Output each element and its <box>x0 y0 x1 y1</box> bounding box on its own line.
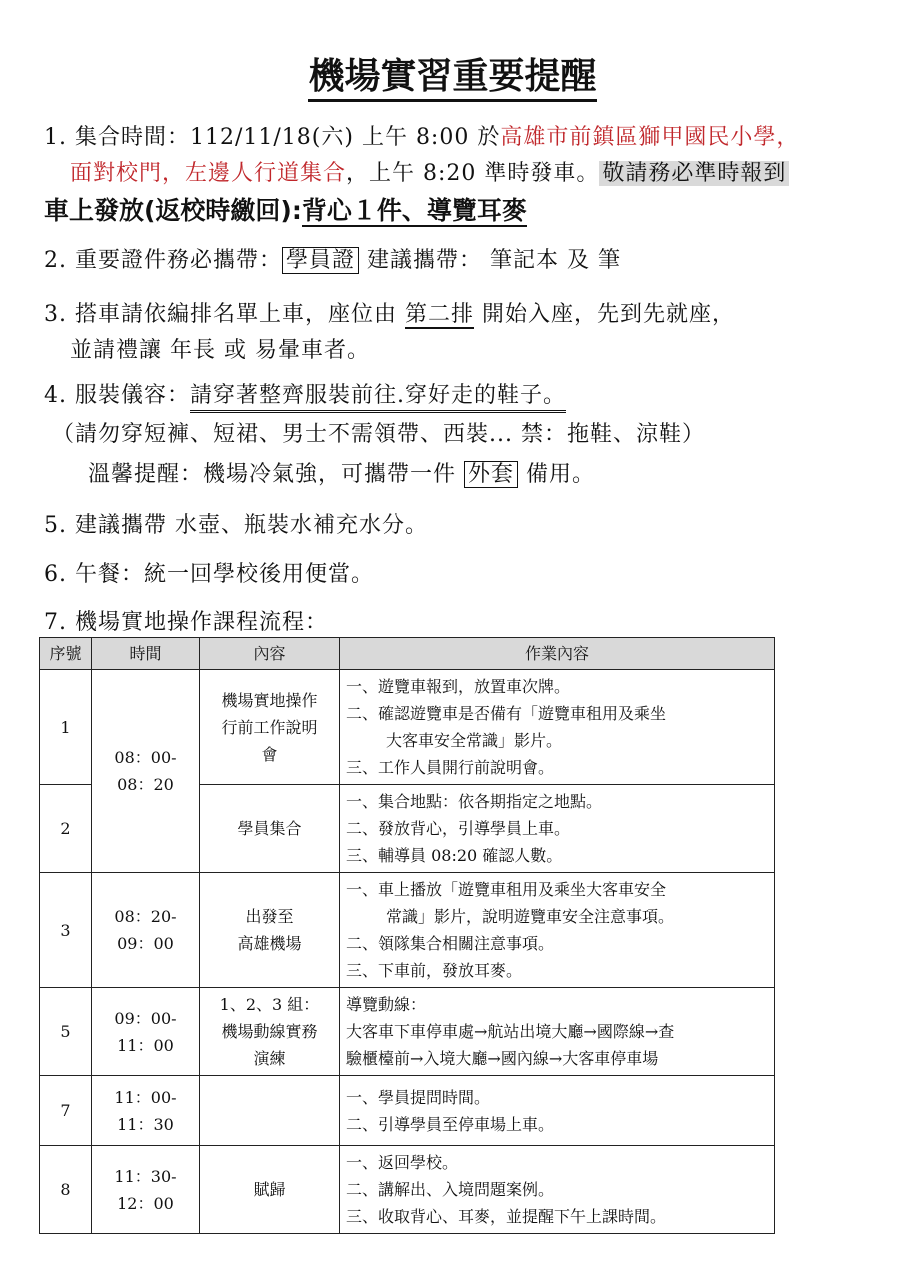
row-no: 3 <box>40 873 92 988</box>
content-line: 會 <box>261 744 278 764</box>
item-6: 6. 午餐：統一回學校後用便當。 <box>44 562 374 587</box>
item-4-line-2: （請勿穿短褲、短裙、男士不需領帶、西裝... 禁：拖鞋、涼鞋） <box>52 422 705 447</box>
item-1-after: ，上午 8:20 準時發車。 <box>346 161 600 186</box>
distribution-items: 背心１件、導覽耳麥 <box>301 196 527 225</box>
row-no: 7 <box>40 1076 92 1146</box>
task-line: 二、發放背心，引導學員上車。 <box>346 819 571 838</box>
row-tasks <box>340 670 775 785</box>
row-no: 1 <box>40 670 92 785</box>
table-row <box>40 1076 775 1146</box>
content-line: 演練 <box>253 1049 286 1068</box>
item-3-underlined: 第二排 <box>405 302 475 327</box>
time-start: 09：00- <box>114 1008 177 1028</box>
item-4-line-3 <box>88 457 595 488</box>
row-content <box>200 785 340 873</box>
task-line: 一、車上播放「遊覽車租用及乘坐大客車安全 <box>346 880 667 899</box>
row-content <box>200 988 340 1076</box>
task-line: 二、引導學員至停車場上車。 <box>346 1114 555 1134</box>
table-header-row <box>40 638 775 670</box>
task-line: 二、講解出、入境問題案例。 <box>346 1180 555 1199</box>
content-line: 學員集合 <box>237 819 302 838</box>
row-time <box>92 670 200 873</box>
row-tasks <box>340 1076 775 1146</box>
header-no: 序號 <box>40 638 92 670</box>
item-4-underlined: 請穿著整齊服裝前往.穿好走的鞋子。 <box>190 383 566 413</box>
row-tasks <box>340 785 775 873</box>
item-2 <box>44 243 621 274</box>
row-content <box>200 670 340 785</box>
item-4-note-prefix: 溫馨提醒：機場冷氣強，可攜帶一件 <box>88 462 457 487</box>
row-tasks <box>340 988 775 1076</box>
header-time: 時間 <box>92 638 200 670</box>
time-end: 11：30 <box>117 1114 174 1134</box>
task-line: 導覽動線： <box>346 995 427 1014</box>
task-line: 三、收取背心、耳麥，並提醒下午上課時間。 <box>346 1207 667 1226</box>
item-4-note-suffix: 備用。 <box>526 462 596 487</box>
item-3-suffix: 開始入座，先到先就座， <box>482 302 736 327</box>
item-1-location-2: 面對校門，左邊人行道集合 <box>70 161 347 186</box>
item-3-line-1 <box>44 297 735 328</box>
schedule-table <box>39 637 775 1234</box>
item-5: 5. 建議攜帶 水壺、瓶裝水補充水分。 <box>44 513 428 538</box>
item-1-location: 高雄市前鎮區獅甲國民小學， <box>500 125 800 150</box>
time-start: 08：00- <box>114 748 177 767</box>
content-line: 高雄機場 <box>237 934 302 953</box>
row-tasks <box>340 873 775 988</box>
task-line: 大客車下車停車處→航站出境大廳→國際線→查 <box>346 1022 675 1041</box>
item-2-suffix: 建議攜帶： 筆記本 及 筆 <box>367 248 621 273</box>
task-line: 一、集合地點：依各期指定之地點。 <box>346 792 603 811</box>
item-1-shaded-note: 敬請務必準時報到 <box>599 161 789 186</box>
time-end: 12：00 <box>117 1193 174 1213</box>
row-time <box>92 988 200 1076</box>
task-line: 一、遊覽車報到，放置車次牌。 <box>346 677 571 696</box>
time-start: 11：30- <box>114 1166 177 1186</box>
table-row <box>40 670 775 785</box>
content-line: 機場實地操作 <box>221 690 318 710</box>
time-end: 09：00 <box>117 934 174 953</box>
task-line: 二、確認遊覽車是否備有「遊覽車租用及乘坐 <box>346 704 667 723</box>
task-line: 三、輔導員 08:20 確認人數。 <box>346 846 563 865</box>
row-no: 5 <box>40 988 92 1076</box>
content-line: 賦歸 <box>253 1180 286 1199</box>
page-title: 機場實習重要提醒 <box>0 48 905 99</box>
task-line: 一、返回學校。 <box>346 1153 459 1172</box>
content-line: 行前工作說明 <box>221 717 318 737</box>
table-row <box>40 1146 775 1234</box>
table-row <box>40 873 775 988</box>
item-4-line-1 <box>44 378 566 409</box>
task-line: 三、下車前，發放耳麥。 <box>346 961 523 980</box>
time-end: 08：20 <box>117 775 174 794</box>
task-line: 三、工作人員開行前說明會。 <box>346 758 555 777</box>
distribution-line <box>44 191 527 227</box>
time-start: 08：20- <box>114 907 177 926</box>
time-end: 11：00 <box>117 1035 174 1055</box>
task-line: 常識」影片，說明遊覽車安全注意事項。 <box>386 907 675 926</box>
row-time <box>92 1076 200 1146</box>
item-1-line-2 <box>70 156 789 187</box>
content-line: 出發至 <box>245 907 294 926</box>
table-row <box>40 988 775 1076</box>
item-1-line-1 <box>44 120 799 151</box>
task-line: 驗櫃檯前→入境大廳→國內線→大客車停車場 <box>346 1049 659 1068</box>
item-7: 7. 機場實地操作課程流程： <box>44 610 328 635</box>
row-content <box>200 1146 340 1234</box>
item-2-prefix: 2. 重要證件務必攜帶： <box>44 248 282 273</box>
time-start: 11：00- <box>114 1087 177 1107</box>
row-tasks <box>340 1146 775 1234</box>
task-line: 大客車安全常識」影片。 <box>386 731 563 750</box>
row-no: 2 <box>40 785 92 873</box>
header-content: 內容 <box>200 638 340 670</box>
item-4-boxed: 外套 <box>464 461 518 488</box>
item-3-line-2: 並請禮讓 年長 或 易暈車者。 <box>70 338 370 363</box>
task-line: 一、學員提問時間。 <box>346 1087 491 1107</box>
item-1-prefix: 1. 集合時間：112/11/18(六) 上午 8:00 於 <box>44 125 501 150</box>
item-4-prefix: 4. 服裝儀容： <box>44 383 190 408</box>
item-2-boxed: 學員證 <box>282 247 359 274</box>
row-time <box>92 1146 200 1234</box>
distribution-prefix: 車上發放(返校時繳回): <box>44 196 302 225</box>
row-no: 8 <box>40 1146 92 1234</box>
content-line: 機場動線實務 <box>221 1022 318 1041</box>
item-3-prefix: 3. 搭車請依編排名單上車，座位由 <box>44 302 397 327</box>
header-tasks: 作業內容 <box>340 638 775 670</box>
row-content <box>200 873 340 988</box>
task-line: 二、領隊集合相關注意事項。 <box>346 934 555 953</box>
row-time <box>92 873 200 988</box>
content-line: 1、2、3 組： <box>219 995 320 1014</box>
row-content-empty <box>200 1076 340 1146</box>
